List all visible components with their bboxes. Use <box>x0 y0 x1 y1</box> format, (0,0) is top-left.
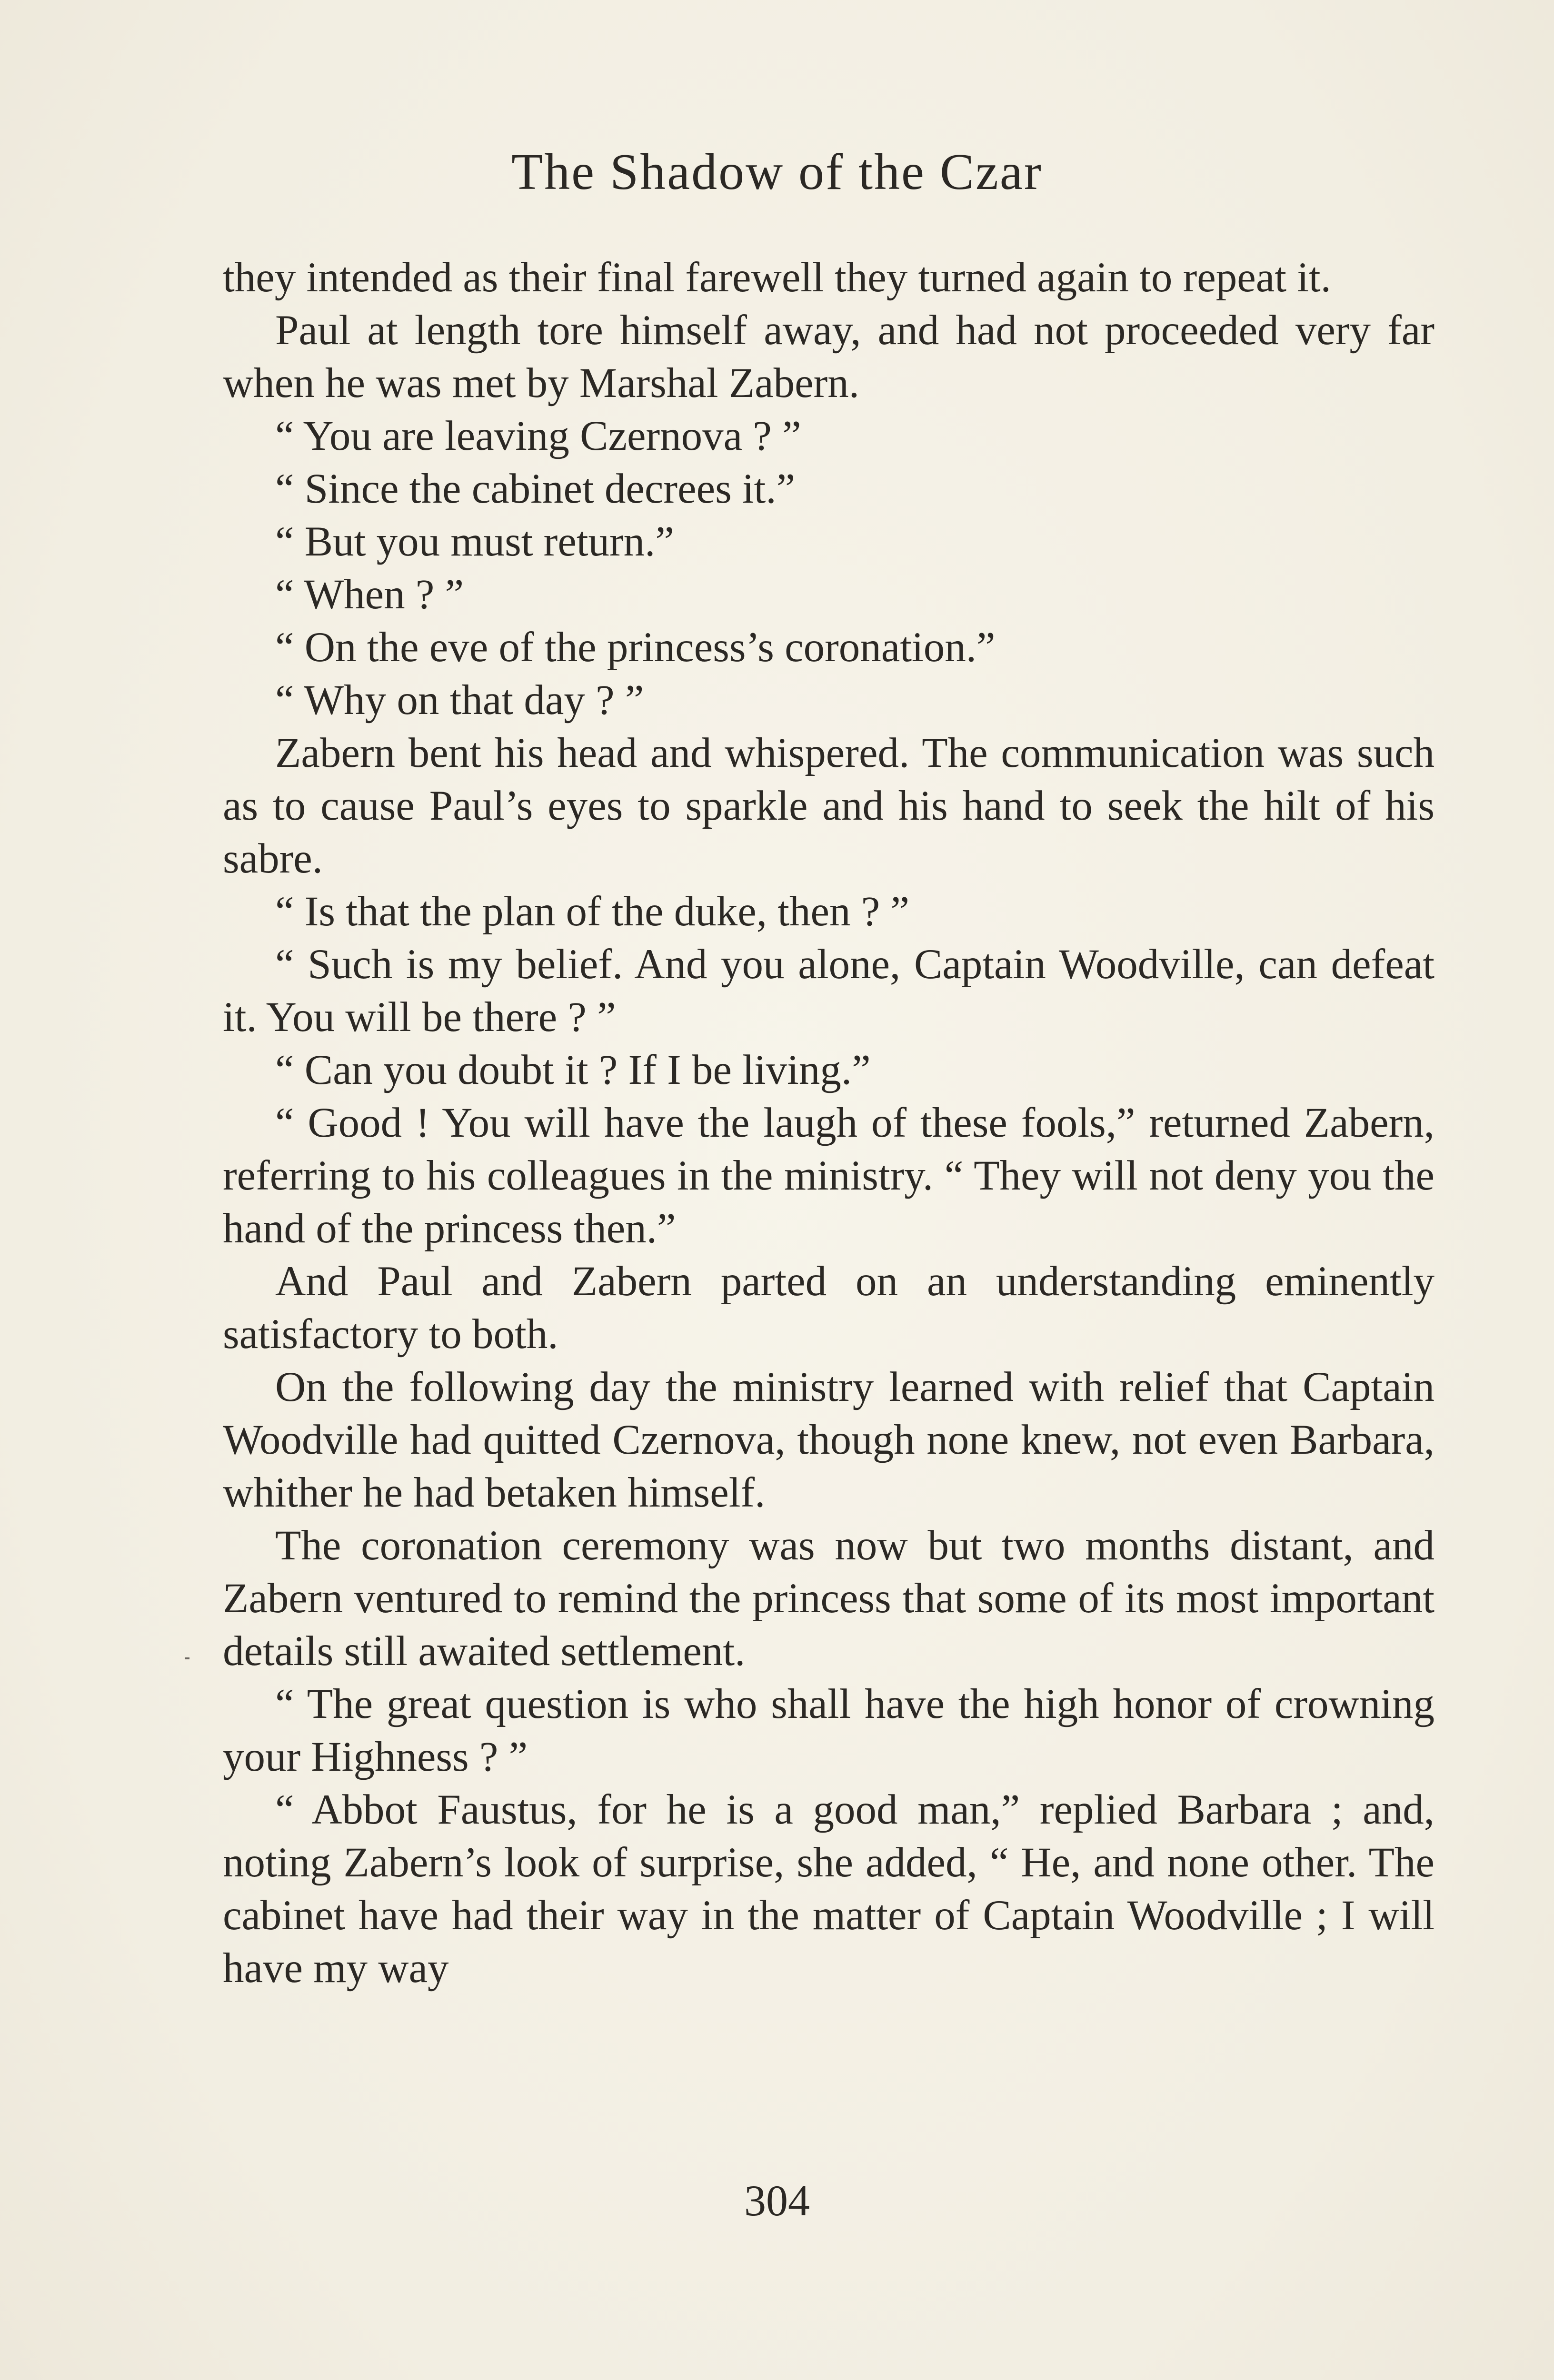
paragraph: And Paul and Zabern parted on an understanding eminently satisfactory to both. <box>223 1258 1434 1358</box>
paragraph: The coronation ceremony was now but two months distant, and Zabern ventured to remind the princess that some of its most important details still awaited settlement. <box>223 1522 1434 1675</box>
paragraph: “ Such is my belief. And you alone, Captain Woodville, can defeat it. You will be there ? ” <box>223 941 1434 1041</box>
paragraph: Zabern bent his head and whispered. The communication was such as to cause Paul’s eyes to sparkle and his hand to seek the hilt of his sabre. <box>223 730 1434 882</box>
page-number: 304 <box>744 2176 810 2225</box>
paragraph: “ Since the cabinet decrees it.” <box>275 466 796 512</box>
paragraph: “ Is that the plan of the duke, then ? ” <box>275 888 910 935</box>
paragraph: “ Why on that day ? ” <box>275 677 644 724</box>
paragraph: “ But you must return.” <box>275 518 674 565</box>
paragraph: “ On the eve of the princess’s coronation.” <box>275 624 996 671</box>
margin-mark <box>185 1657 189 1659</box>
paragraph: On the following day the ministry learned with relief that Captain Woodville had quitted Czernova, though none knew, not even Barbara, whither he had betaken himself. <box>223 1364 1434 1516</box>
running-head: The Shadow of the Czar <box>511 144 1043 200</box>
body-text <box>223 251 1434 1995</box>
paragraph: “ Good ! You will have the laugh of these fools,” returned Zabern, referring to his colleagues in the ministry. “ They will not deny you the hand of the princess then.” <box>223 1100 1434 1252</box>
paragraph: “ You are leaving Czernova ? ” <box>275 413 801 459</box>
paragraph: they intended as their final farewell they turned again to repeat it. <box>223 254 1331 301</box>
paragraph: “ Can you doubt it ? If I be living.” <box>275 1047 871 1093</box>
paragraph: Paul at length tore himself away, and had not proceeded very far when he was met by Marshal Zabern. <box>223 307 1434 407</box>
paragraph: “ When ? ” <box>275 571 464 618</box>
paragraph: “ The great question is who shall have the high honor of crowning your Highness ? ” <box>223 1681 1434 1780</box>
paragraph: “ Abbot Faustus, for he is a good man,” replied Barbara ; and, noting Zabern’s look of surprise, she added, “ He, and none other. The cabinet have had their way in the matter of Captain Woodville ; I will have my way <box>223 1786 1434 1992</box>
